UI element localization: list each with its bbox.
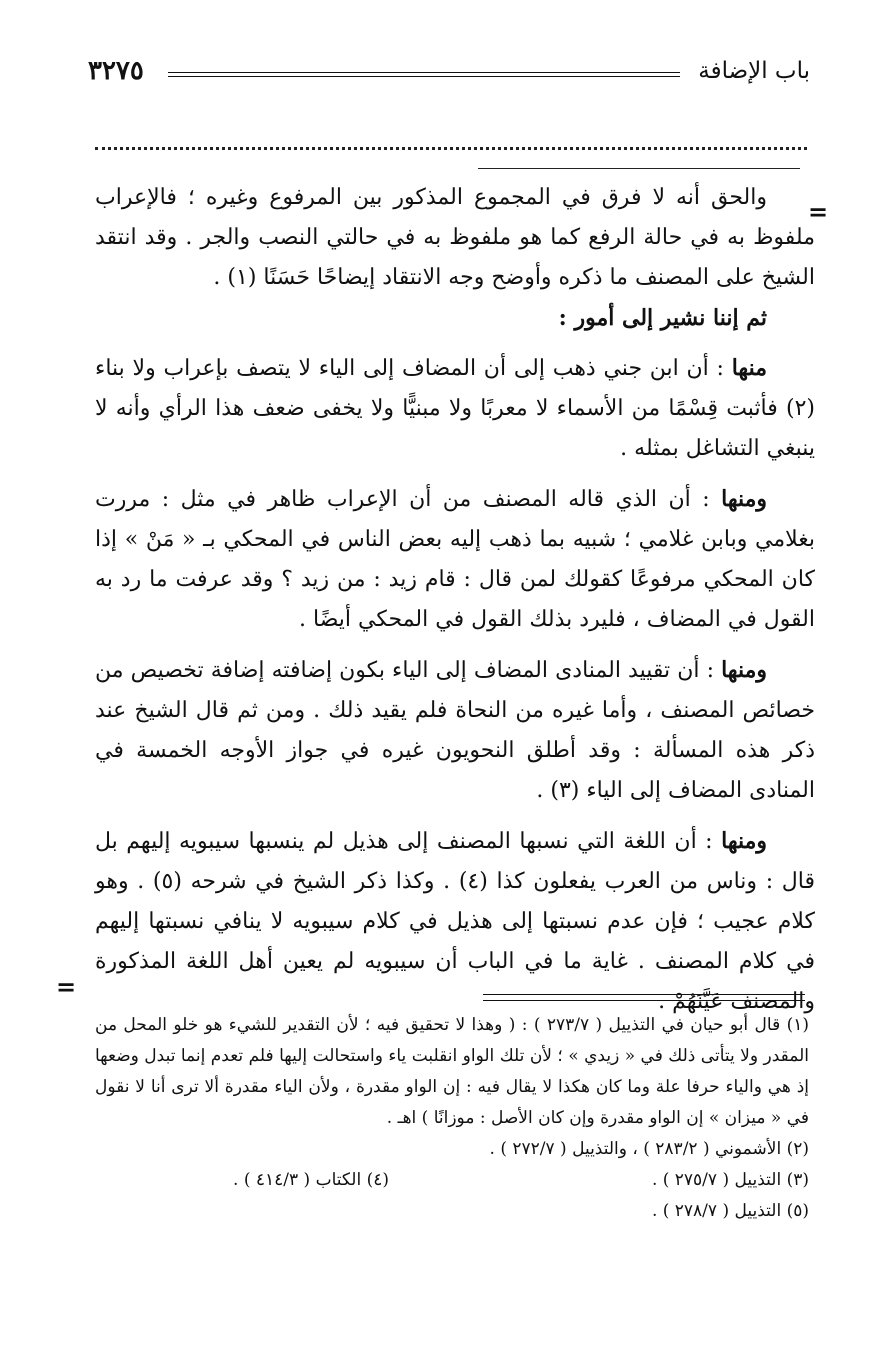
main-text bbox=[95, 178, 815, 1022]
paragraph-3 bbox=[95, 479, 815, 640]
dotted-separator bbox=[95, 147, 807, 150]
footnote-5: (٥) التذييل ( ٢٧٨/٧ ) . bbox=[651, 1201, 809, 1221]
header-rule-second bbox=[168, 76, 680, 77]
footnote-3: (٣) التذييل ( ٢٧٥/٧ ) . bbox=[651, 1170, 809, 1190]
paragraph-4-text: : أن تقييد المنادى المضاف إلى الياء بكون إضافته إضافة تخصيص من خصائص المصنف ، وأما غيره من النحاة فلم يقيد ذلك . ومن ثم قال الشيخ عند ذكر هذه المسألة : وقد أطلق النحويون غيره في جواز الأوجه الخمسة في المنادى المضاف إلى الياء (٣) . bbox=[95, 658, 815, 803]
paragraph-4-lead: ومنها bbox=[721, 657, 767, 683]
header-rule bbox=[168, 72, 680, 73]
paragraph-5 bbox=[95, 821, 815, 1022]
section-heading: ثم إننا نشير إلى أمور : bbox=[558, 305, 767, 331]
paragraph-2-text: : أن ابن جني ذهب إلى أن المضاف إلى الياء لا يتصف بإعراب ولا بناء (٢) فأثبت قِسْمًا من الأسماء لا معربًا ولا مبنيًّا ولا يخفى ضعف هذا الرأي وأنه لا ينبغي التشاغل بمثله . bbox=[95, 356, 815, 461]
running-header bbox=[88, 52, 810, 92]
footnote-1: (١) قال أبو حيان في التذييل ( ٢٧٣/٧ ) : ( وهذا لا تحقيق فيه ؛ لأن التقدير للشيء هو خلو المحل من المقدر ولا يتأتى ذلك في « زيدي » ؛ لأن تلك الواو انقلبت ياء واستحالت إليها فلم تعدم إنما تبدل وضعها إذ هي والياء حرفا علة وما كان هكذا لا يقال فيه : إن الواو مقدرة ، ولأن الياء مقدرة ألا ترى أنا لا نقول في « ميزان » إن الواو مقدرة وإن كان الأصل : موزانًا ) اهـ . bbox=[95, 1015, 809, 1128]
footnote-row-3-4 bbox=[95, 1165, 809, 1196]
footnote-4: (٤) الكتاب ( ٤١٤/٣ ) . bbox=[233, 1170, 389, 1190]
footnote-2: (٢) الأشموني ( ٢٨٣/٢ ) ، والتذييل ( ٢٧٢/٧ ) . bbox=[489, 1139, 809, 1159]
short-rule bbox=[478, 168, 800, 169]
footnote-rule bbox=[483, 994, 805, 995]
footnote-rule-second bbox=[483, 1000, 805, 1001]
paragraph-2 bbox=[95, 348, 815, 469]
page-number: ٣٢٧٥ bbox=[88, 56, 144, 86]
paragraph-5-text: : أن اللغة التي نسبها المصنف إلى هذيل لم ينسبها سيبويه إليهم بل قال : وناس من العرب يفعلون كذا (٤) . وكذا ذكر الشيخ في شرحه (٥) . وهو كلام عجيب ؛ فإن عدم نسبتها إلى هذيل في كلام سيبويه لا ينافي نسبتها إليهم في كلام المصنف . غاية ما في الباب أن سيبويه لم يعين أهل اللغة المذكورة والمصنف عَيَّنَهُمْ . bbox=[95, 829, 815, 1014]
continuation-mark-top: = bbox=[808, 197, 829, 226]
paragraph-1: والحق أنه لا فرق في المجموع المذكور بين المرفوع وغيره ؛ فالإعراب ملفوظ به في حالة الرفع كما هو ملفوظ به في حالتي النصب والجر . وقد انتقد الشيخ على المصنف ما ذكره وأوضح وجه الانتقاد إيضاحًا حَسَنًا (١) . bbox=[95, 185, 815, 290]
paragraph-4 bbox=[95, 650, 815, 811]
paragraph-3-lead: ومنها bbox=[721, 486, 767, 512]
footnotes bbox=[95, 1010, 809, 1227]
paragraph-5-lead: ومنها bbox=[721, 828, 768, 854]
paragraph-2-lead: منها bbox=[731, 355, 767, 381]
continuation-mark-bottom: = bbox=[56, 972, 77, 1001]
paragraph-3-text: : أن الذي قاله المصنف من أن الإعراب ظاهر في مثل : مررت بغلامي وبابن غلامي ؛ شبيه بما ذهب إليه بعض الناس في المحكي بـ « مَنْ » إذا كان المحكي مرفوعًا كقولك لمن قال : قام زيد : من زيد ؟ وقد عرفت ما رد به القول في المضاف ، فليرد بذلك القول في المحكي أيضًا . bbox=[95, 487, 815, 632]
chapter-title: باب الإضافة bbox=[698, 58, 810, 84]
